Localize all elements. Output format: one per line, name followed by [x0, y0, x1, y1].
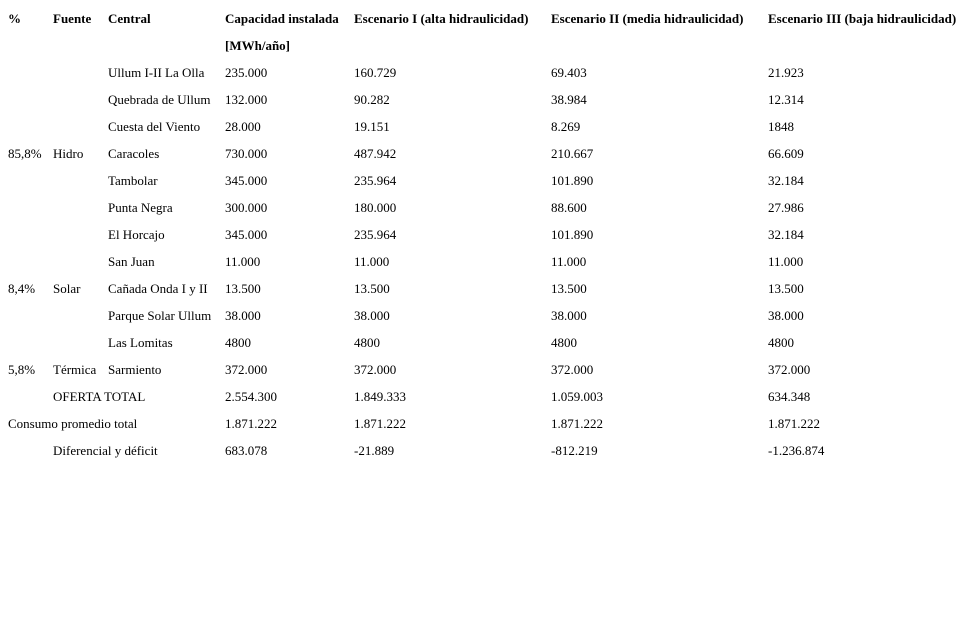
diferencial-escenario-3: -1.236.874	[768, 442, 825, 458]
escenario-3-cell: 372.000	[768, 361, 811, 377]
central-cell: Caracoles	[108, 145, 160, 161]
escenario-3-cell: 27.986	[768, 199, 804, 215]
energy-supply-table	[4, 5, 976, 464]
capacidad-cell: 300.000	[225, 199, 268, 215]
escenario-1-cell: 4800	[354, 334, 380, 350]
header-capacidad-unit: [MWh/año]	[225, 37, 290, 53]
table-row	[4, 86, 976, 113]
pct-cell	[4, 113, 49, 140]
table-row	[4, 302, 976, 329]
capacidad-cell: 132.000	[225, 91, 268, 107]
header-empty	[4, 32, 49, 59]
escenario-2-cell: 101.890	[551, 172, 594, 188]
central-cell: Cuesta del Viento	[108, 118, 201, 134]
consumo-capacidad: 1.871.222	[225, 415, 277, 431]
escenario-1-cell: 13.500	[354, 280, 390, 296]
header-escenario-3: Escenario III (baja hidraulicidad)	[768, 10, 957, 26]
escenario-2-cell: 88.600	[551, 199, 587, 215]
pct-cell	[4, 302, 49, 329]
escenario-2-cell: 4800	[551, 334, 577, 350]
central-cell: Cañada Onda I y II	[108, 280, 208, 296]
central-cell: San Juan	[108, 253, 155, 269]
escenario-3-cell: 11.000	[768, 253, 804, 269]
consumo-label: Consumo promedio total	[8, 415, 138, 431]
fuente-cell	[49, 194, 104, 221]
escenario-1-cell: 19.151	[354, 118, 390, 134]
pct-cell	[4, 248, 49, 275]
table-row	[4, 194, 976, 221]
oferta-total-label: OFERTA TOTAL	[53, 388, 146, 404]
consumo-escenario-3: 1.871.222	[768, 415, 820, 431]
escenario-1-cell: 11.000	[354, 253, 390, 269]
oferta-total-capacidad: 2.554.300	[225, 388, 277, 404]
escenario-2-cell: 38.984	[551, 91, 587, 107]
table-row	[4, 59, 976, 86]
capacidad-cell: 235.000	[225, 64, 268, 80]
fuente-cell: Solar	[53, 280, 81, 296]
table-header	[4, 5, 976, 59]
escenario-1-cell: 487.942	[354, 145, 397, 161]
escenario-3-cell: 32.184	[768, 226, 804, 242]
escenario-1-cell: 38.000	[354, 307, 390, 323]
pct-cell	[4, 329, 49, 356]
capacidad-cell: 28.000	[225, 118, 261, 134]
table-row	[4, 113, 976, 140]
escenario-3-cell: 38.000	[768, 307, 804, 323]
capacidad-cell: 730.000	[225, 145, 268, 161]
header-unit-row	[4, 32, 976, 59]
fuente-cell	[49, 248, 104, 275]
escenario-3-cell: 32.184	[768, 172, 804, 188]
oferta-total-escenario-1: 1.849.333	[354, 388, 406, 404]
table-row	[4, 221, 976, 248]
escenario-2-cell: 372.000	[551, 361, 594, 377]
oferta-total-escenario-2: 1.059.003	[551, 388, 603, 404]
pct-cell	[4, 221, 49, 248]
header-empty	[49, 32, 104, 59]
header-empty	[547, 32, 764, 59]
header-pct: %	[8, 10, 21, 26]
header-central: Central	[108, 10, 151, 26]
header-escenario-2: Escenario II (media hidraulicidad)	[551, 10, 744, 26]
escenario-3-cell: 4800	[768, 334, 794, 350]
header-capacidad: Capacidad instalada	[225, 10, 339, 26]
escenario-3-cell: 66.609	[768, 145, 804, 161]
capacidad-cell: 345.000	[225, 226, 268, 242]
central-cell: Tambolar	[108, 172, 158, 188]
table-row	[4, 167, 976, 194]
escenario-1-cell: 180.000	[354, 199, 397, 215]
oferta-total-row	[4, 383, 976, 410]
capacidad-cell: 345.000	[225, 172, 268, 188]
diferencial-row	[4, 437, 976, 464]
escenario-3-cell: 12.314	[768, 91, 804, 107]
escenario-1-cell: 90.282	[354, 91, 390, 107]
header-empty	[104, 32, 221, 59]
pct-cell	[4, 194, 49, 221]
escenario-1-cell: 235.964	[354, 226, 397, 242]
central-cell: Parque Solar Ullum	[108, 307, 212, 323]
table-summary	[4, 383, 976, 464]
fuente-cell	[49, 59, 104, 86]
diferencial-capacidad: 683.078	[225, 442, 268, 458]
fuente-cell	[49, 329, 104, 356]
capacidad-cell: 372.000	[225, 361, 268, 377]
central-cell: Quebrada de Ullum	[108, 91, 211, 107]
empty-cell	[4, 383, 49, 410]
central-cell: Sarmiento	[108, 361, 162, 377]
header-row	[4, 5, 976, 32]
escenario-3-cell: 13.500	[768, 280, 804, 296]
central-cell: Ullum I-II La Olla	[108, 64, 205, 80]
diferencial-escenario-2: -812.219	[551, 442, 598, 458]
escenario-1-cell: 160.729	[354, 64, 397, 80]
table-row	[4, 275, 976, 302]
diferencial-label: Diferencial y déficit	[53, 442, 158, 458]
central-cell: Punta Negra	[108, 199, 173, 215]
fuente-cell: Hidro	[53, 145, 84, 161]
pct-cell: 85,8%	[8, 145, 42, 161]
pct-cell	[4, 86, 49, 113]
header-escenario-1: Escenario I (alta hidraulicidad)	[354, 10, 529, 26]
escenario-2-cell: 69.403	[551, 64, 587, 80]
header-fuente: Fuente	[53, 10, 92, 26]
table-row	[4, 329, 976, 356]
fuente-cell	[49, 113, 104, 140]
central-cell: Las Lomitas	[108, 334, 173, 350]
consumo-row	[4, 410, 976, 437]
table-row	[4, 356, 976, 383]
fuente-cell: Térmica	[53, 361, 97, 377]
fuente-cell	[49, 221, 104, 248]
escenario-3-cell: 21.923	[768, 64, 804, 80]
header-empty	[764, 32, 976, 59]
escenario-1-cell: 372.000	[354, 361, 397, 377]
escenario-2-cell: 38.000	[551, 307, 587, 323]
consumo-escenario-2: 1.871.222	[551, 415, 603, 431]
capacidad-cell: 4800	[225, 334, 251, 350]
fuente-cell	[49, 167, 104, 194]
header-empty	[350, 32, 547, 59]
pct-cell	[4, 59, 49, 86]
diferencial-escenario-1: -21.889	[354, 442, 395, 458]
pct-cell	[4, 167, 49, 194]
fuente-cell	[49, 86, 104, 113]
pct-cell: 8,4%	[8, 280, 36, 296]
capacidad-cell: 11.000	[225, 253, 261, 269]
central-cell: El Horcajo	[108, 226, 165, 242]
pct-cell: 5,8%	[8, 361, 36, 377]
capacidad-cell: 38.000	[225, 307, 261, 323]
table-row	[4, 248, 976, 275]
table-row	[4, 140, 976, 167]
consumo-escenario-1: 1.871.222	[354, 415, 406, 431]
escenario-1-cell: 235.964	[354, 172, 397, 188]
escenario-3-cell: 1848	[768, 118, 794, 134]
escenario-2-cell: 13.500	[551, 280, 587, 296]
escenario-2-cell: 11.000	[551, 253, 587, 269]
fuente-cell	[49, 302, 104, 329]
oferta-total-escenario-3: 634.348	[768, 388, 811, 404]
table-body	[4, 59, 976, 383]
empty-cell	[4, 437, 49, 464]
capacidad-cell: 13.500	[225, 280, 261, 296]
escenario-2-cell: 8.269	[551, 118, 581, 134]
escenario-2-cell: 101.890	[551, 226, 594, 242]
escenario-2-cell: 210.667	[551, 145, 594, 161]
